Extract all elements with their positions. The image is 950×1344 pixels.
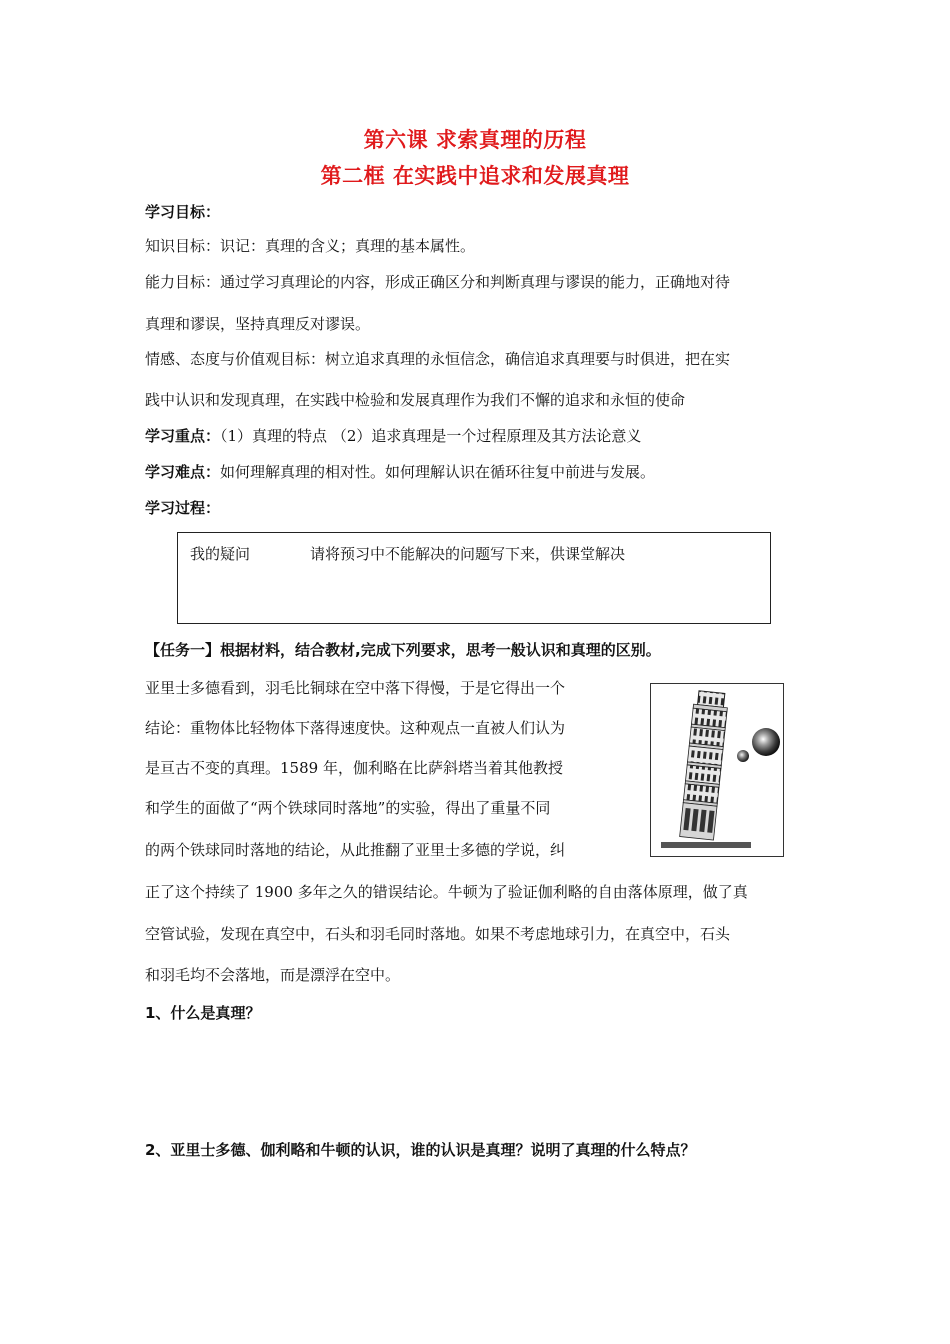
key-points [145, 426, 641, 446]
difficulties-text: 如何理解真理的相对性。如何理解认识在循环往复中前进与发展。 [220, 463, 656, 481]
question-2: 2、亚里士多德、伽利略和牛顿的认识，谁的认识是真理？说明了真理的什么特点？ [145, 1141, 696, 1159]
task1-heading: 【任务一】根据材料，结合教材,完成下列要求，思考一般认识和真理的区别。 [145, 641, 661, 659]
material-line: 亚里士多德看到，羽毛比铜球在空中落下得慢，于是它得出一个 [145, 679, 566, 697]
objectives-heading: 学习目标： [145, 203, 221, 221]
knowledge-objective: 知识目标：识记：真理的含义；真理的基本属性。 [145, 237, 476, 255]
material-line: 空管试验，发现在真空中，石头和羽毛同时落地。如果不考虑地球引力，在真空中，石头 [145, 925, 731, 943]
question-box[interactable] [177, 532, 771, 624]
large-ball-icon [752, 728, 780, 756]
small-ball-icon [737, 750, 749, 762]
material-line: 结论：重物体比轻物体下落得速度快。这种观点一直被人们认为 [145, 719, 566, 737]
key-points-label: 学习重点： [145, 427, 221, 445]
difficulties [145, 462, 655, 482]
question-1: 1、什么是真理？ [145, 1004, 261, 1022]
material-line: 的两个铁球同时落地的结论，从此推翻了亚里士多德的学说，纠 [145, 841, 566, 859]
lesson-title: 第六课 求索真理的历程 [363, 128, 587, 152]
section-title: 第二框 在实践中追求和发展真理 [320, 164, 630, 188]
question-box-hint: 请将预习中不能解决的问题写下来，供课堂解决 [310, 545, 626, 563]
ability-objective-line-1: 能力目标：通过学习真理论的内容，形成正确区分和判断真理与谬误的能力，正确地对待 [145, 273, 731, 291]
leaning-tower-image [650, 683, 784, 857]
key-points-text: （1）真理的特点 （2）追求真理是一个过程原理及其方法论意义 [220, 427, 642, 445]
material-line: 和羽毛均不会落地，而是漂浮在空中。 [145, 966, 401, 984]
emotion-objective-line-1: 情感、态度与价值观目标：树立追求真理的永恒信念，确信追求真理要与时俱进，把在实 [145, 350, 731, 368]
ability-objective-line-2: 真理和谬误，坚持真理反对谬误。 [145, 315, 371, 333]
difficulties-label: 学习难点： [145, 463, 221, 481]
material-line: 正了这个持续了 1900 多年之久的错误结论。牛顿为了验证伽利略的自由落体原理，做了真 [145, 883, 748, 901]
process-heading: 学习过程： [145, 499, 221, 517]
emotion-objective-line-2: 践中认识和发现真理，在实践中检验和发展真理作为我们不懈的追求和永恒的使命 [145, 391, 686, 409]
tower-icon [680, 690, 729, 840]
question-box-label: 我的疑问 [190, 545, 251, 563]
material-line: 是亘古不变的真理。1589 年，伽利略在比萨斜塔当着其他教授 [145, 759, 563, 777]
leaning-tower-illustration [651, 684, 782, 855]
material-line: 和学生的面做了“两个铁球同时落地”的实验，得出了重量不同 [145, 799, 551, 817]
